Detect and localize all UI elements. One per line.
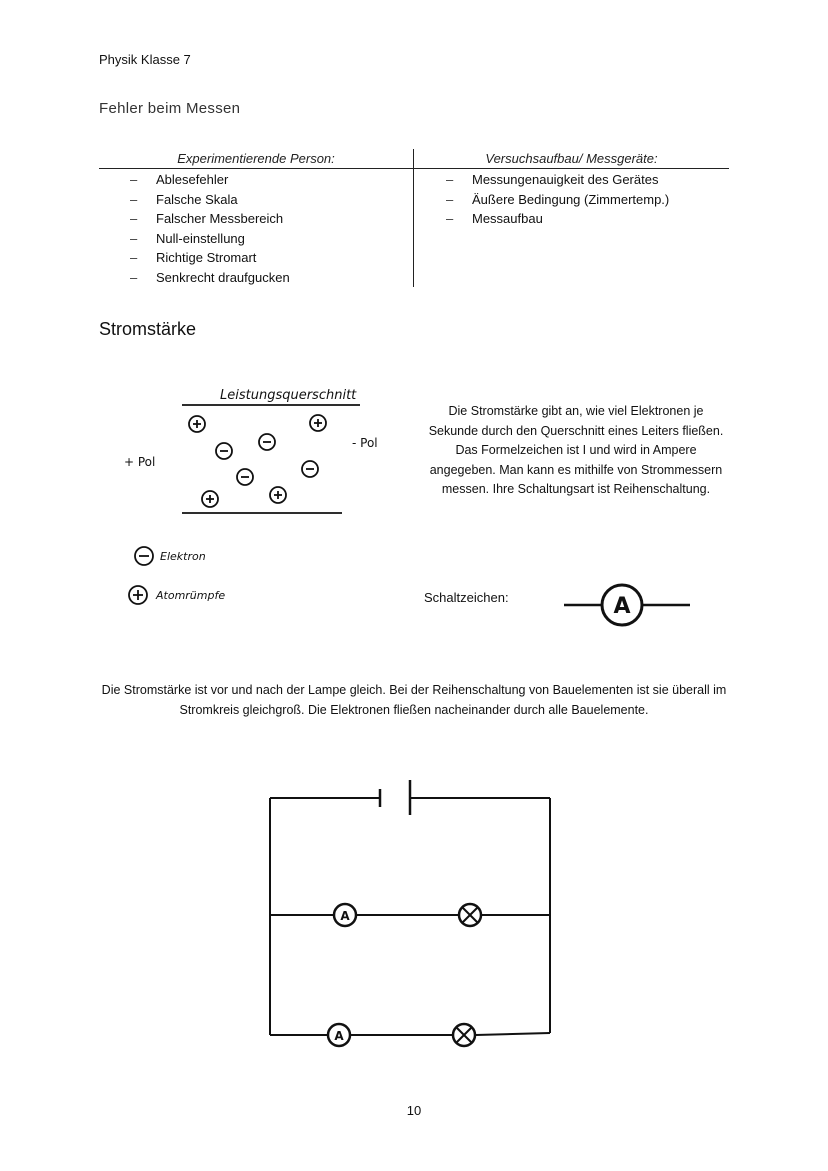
electron-icon	[302, 461, 318, 477]
legend-atom-label: Atomrümpfe	[156, 589, 226, 602]
ammeter-letter: A	[613, 594, 631, 619]
dash-bullet: –	[130, 250, 138, 265]
symbol-label: Schaltzeichen:	[424, 590, 509, 605]
atom-icon	[189, 416, 205, 432]
circuit-diagram	[260, 775, 560, 1050]
list-item: – Messungenauigkeit des Gerätes	[472, 170, 727, 190]
lamp-icon	[459, 904, 481, 926]
dash-bullet: –	[130, 269, 138, 285]
page-number: 10	[406, 1103, 422, 1118]
electron-icon	[259, 434, 275, 450]
ammeter-letter: A	[340, 909, 350, 923]
right-column-heading: Versuchsaufbau/ Messgeräte:	[485, 151, 658, 166]
list-item: – Richtige Stromart	[156, 248, 406, 268]
right-column-list	[446, 170, 727, 229]
conductor-sketch	[110, 375, 380, 620]
list-item: – Falscher Messbereich	[156, 209, 406, 229]
cross-section-label: Leistungsquerschnitt	[220, 388, 357, 403]
page-header: Physik Klasse 7	[99, 52, 191, 67]
section-title-errors: Fehler beim Messen	[99, 100, 241, 117]
atom-icon	[310, 415, 326, 431]
electron-icon	[216, 443, 232, 459]
electron-icon	[237, 469, 253, 485]
legend-atom-icon	[129, 586, 147, 604]
list-item: – Ablesefehler	[156, 170, 406, 190]
atom-icon	[202, 491, 218, 507]
dash-bullet: –	[446, 211, 454, 226]
dash-bullet: –	[130, 211, 138, 226]
list-item: – Messaufbau	[472, 209, 727, 229]
dash-bullet: –	[130, 191, 138, 207]
list-item: – Null-einstellung	[156, 229, 406, 249]
minus-pole-label: - Pol	[352, 436, 378, 450]
atom-icon	[270, 487, 286, 503]
table-column-divider	[413, 149, 414, 287]
lamp-icon	[453, 1024, 475, 1046]
dash-bullet: –	[130, 172, 138, 187]
list-item: – Äußere Bedingung (Zimmertemp.)	[472, 190, 727, 210]
current-definition-text: Die Stromstärke gibt an, wie viel Elektronen je Sekunde durch den Querschnitt eines Leiters fließen. Das Formelzeichen ist I und wird in Ampere angegeben. Man kann es mithilfe von Strommessern messen. Ihre Schaltungsart ist Reihenschaltung.	[428, 404, 724, 496]
list-item: – Falsche Skala	[156, 190, 406, 210]
ammeter-letter: A	[334, 1029, 344, 1043]
ammeter-symbol	[562, 580, 694, 630]
section-title-current: Stromstärke	[99, 319, 197, 339]
table-header-rule	[99, 168, 729, 169]
left-column-list	[130, 170, 406, 287]
left-column-heading: Experimentierende Person:	[177, 151, 335, 166]
dash-bullet: –	[446, 191, 454, 207]
wire	[476, 1033, 550, 1035]
series-circuit-text: Die Stromstärke ist vor und nach der Lampe gleich. Bei der Reihenschaltung von Bauelementen ist sie überall im Stromkreis gleichgroß. Die Elektronen fließen nacheinander durch alle Bauelemente.	[101, 683, 727, 717]
dash-bullet: –	[130, 230, 138, 246]
legend-electron-label: Elektron	[160, 550, 206, 563]
list-item: – Senkrecht draufgucken	[156, 268, 406, 288]
legend-electron-icon	[135, 547, 153, 565]
dash-bullet: –	[446, 172, 454, 187]
plus-pole-label: + Pol	[124, 455, 156, 469]
